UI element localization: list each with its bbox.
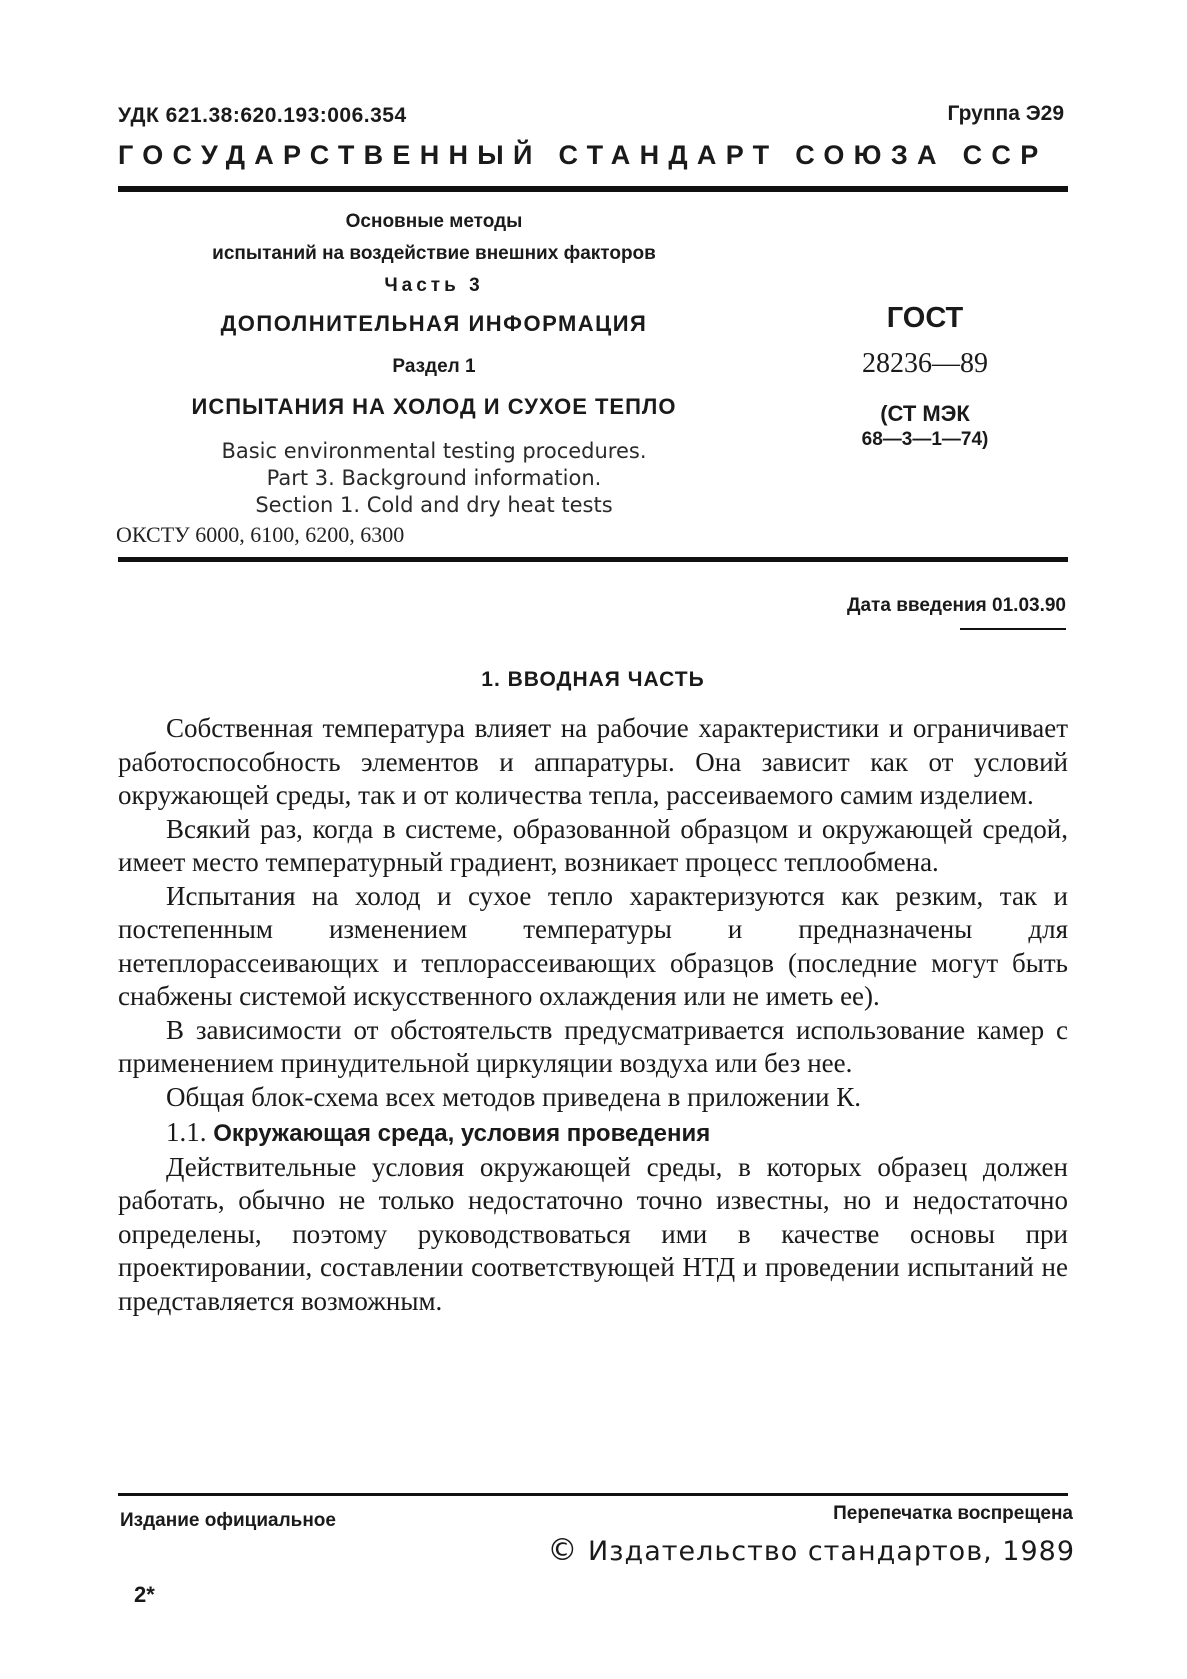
title-block [118, 206, 750, 302]
subsection-number: 1.1. [166, 1117, 207, 1147]
paragraph-2: Всякий раз, когда в системе, образованной образцом и окружающей средой, имеет место температурный градиент, возникает процесс теплообмена. [118, 813, 1068, 877]
title-bottom-rule [118, 557, 1068, 562]
edition-official: Издание официальное [120, 1510, 336, 1531]
title-section: Раздел 1 [392, 356, 476, 377]
copyright-icon: © [547, 1533, 579, 1568]
reprint-prohibited: Перепечатка воспрещена [833, 1503, 1073, 1524]
oksty-codes: ОКСТУ 6000, 6100, 6200, 6300 [116, 522, 405, 547]
publisher-name: Издательство стандартов, 1989 [587, 1536, 1075, 1567]
title-line-2: испытаний на воздействие внешних факторов [212, 243, 656, 264]
gost-number: 28236—89 [862, 348, 988, 379]
group-code: Группа Э29 [947, 102, 1064, 125]
intro-date: Дата введения 01.03.90 [846, 595, 1066, 616]
english-title-line-2: Part 3. Background information. [266, 466, 602, 490]
english-title-line-1: Basic environmental testing procedures. [221, 439, 647, 463]
state-standard-title: ГОСУДАРСТВЕННЫЙ СТАНДАРТ СОЮЗА ССР [118, 140, 1048, 170]
header-thick-rule [118, 186, 1068, 192]
english-title [118, 438, 750, 519]
paragraph-1: Собственная температура влияет на рабочие характеристики и ограничивает работоспособность элементов и аппаратуры. Она зависит как от условий окружающей среды, так и от количества тепла, рассеиваемого самим изделием. [118, 713, 1068, 810]
subsection-paragraph: Действительные условия окружающей среды, в которых образец должен работать, обычно не только недостаточно точно известны, но и недостаточно определены, поэтому руководствоваться ими в качестве основы при проектировании, составлении соответствующей НТД и проведении испытаний не представляется возможным. [118, 1151, 1068, 1316]
paragraph-4: В зависимости от обстоятельств предусматривается использование камер с применением принудительной циркуляции воздуха или без нее. [118, 1014, 1068, 1078]
st-mek-number: 68—3—1—74) [861, 429, 989, 450]
section-heading: 1. ВВОДНАЯ ЧАСТЬ [481, 668, 705, 691]
st-mek-label: (СТ МЭК [880, 401, 970, 426]
udk-code: УДК 621.38:620.193:006.354 [118, 104, 407, 127]
footer-rule [118, 1493, 1068, 1496]
subsection-heading [118, 1116, 1068, 1151]
paragraph-3: Испытания на холод и сухое тепло характеризуются как резким, так и постепенным изменением температуры и предназначены для нетеплорассеивающих и теплорассеивающих образцов (последние могут быть снабжены системой искусственного охлаждения или не иметь ее). [118, 880, 1068, 1011]
title-line-3: Часть 3 [384, 275, 484, 296]
gost-label: ГОСТ [886, 302, 964, 334]
copyright-line [547, 1533, 1075, 1568]
title-cold-heat: ИСПЫТАНИЯ НА ХОЛОД И СУХОЕ ТЕПЛО [191, 394, 677, 419]
page-mark: 2* [134, 1582, 155, 1607]
english-title-line-3: Section 1. Cold and dry heat tests [255, 493, 613, 517]
paragraph-5: Общая блок-схема всех методов приведена в приложении К. [166, 1081, 862, 1112]
gost-block [830, 300, 1020, 452]
title-line-1: Основные методы [345, 211, 523, 232]
intro-date-underline [960, 628, 1066, 630]
subsection-title: Окружающая среда, условия проведения [213, 1120, 711, 1147]
body-text [118, 712, 1068, 1318]
title-additional-info: ДОПОЛНИТЕЛЬНАЯ ИНФОРМАЦИЯ [220, 311, 648, 336]
